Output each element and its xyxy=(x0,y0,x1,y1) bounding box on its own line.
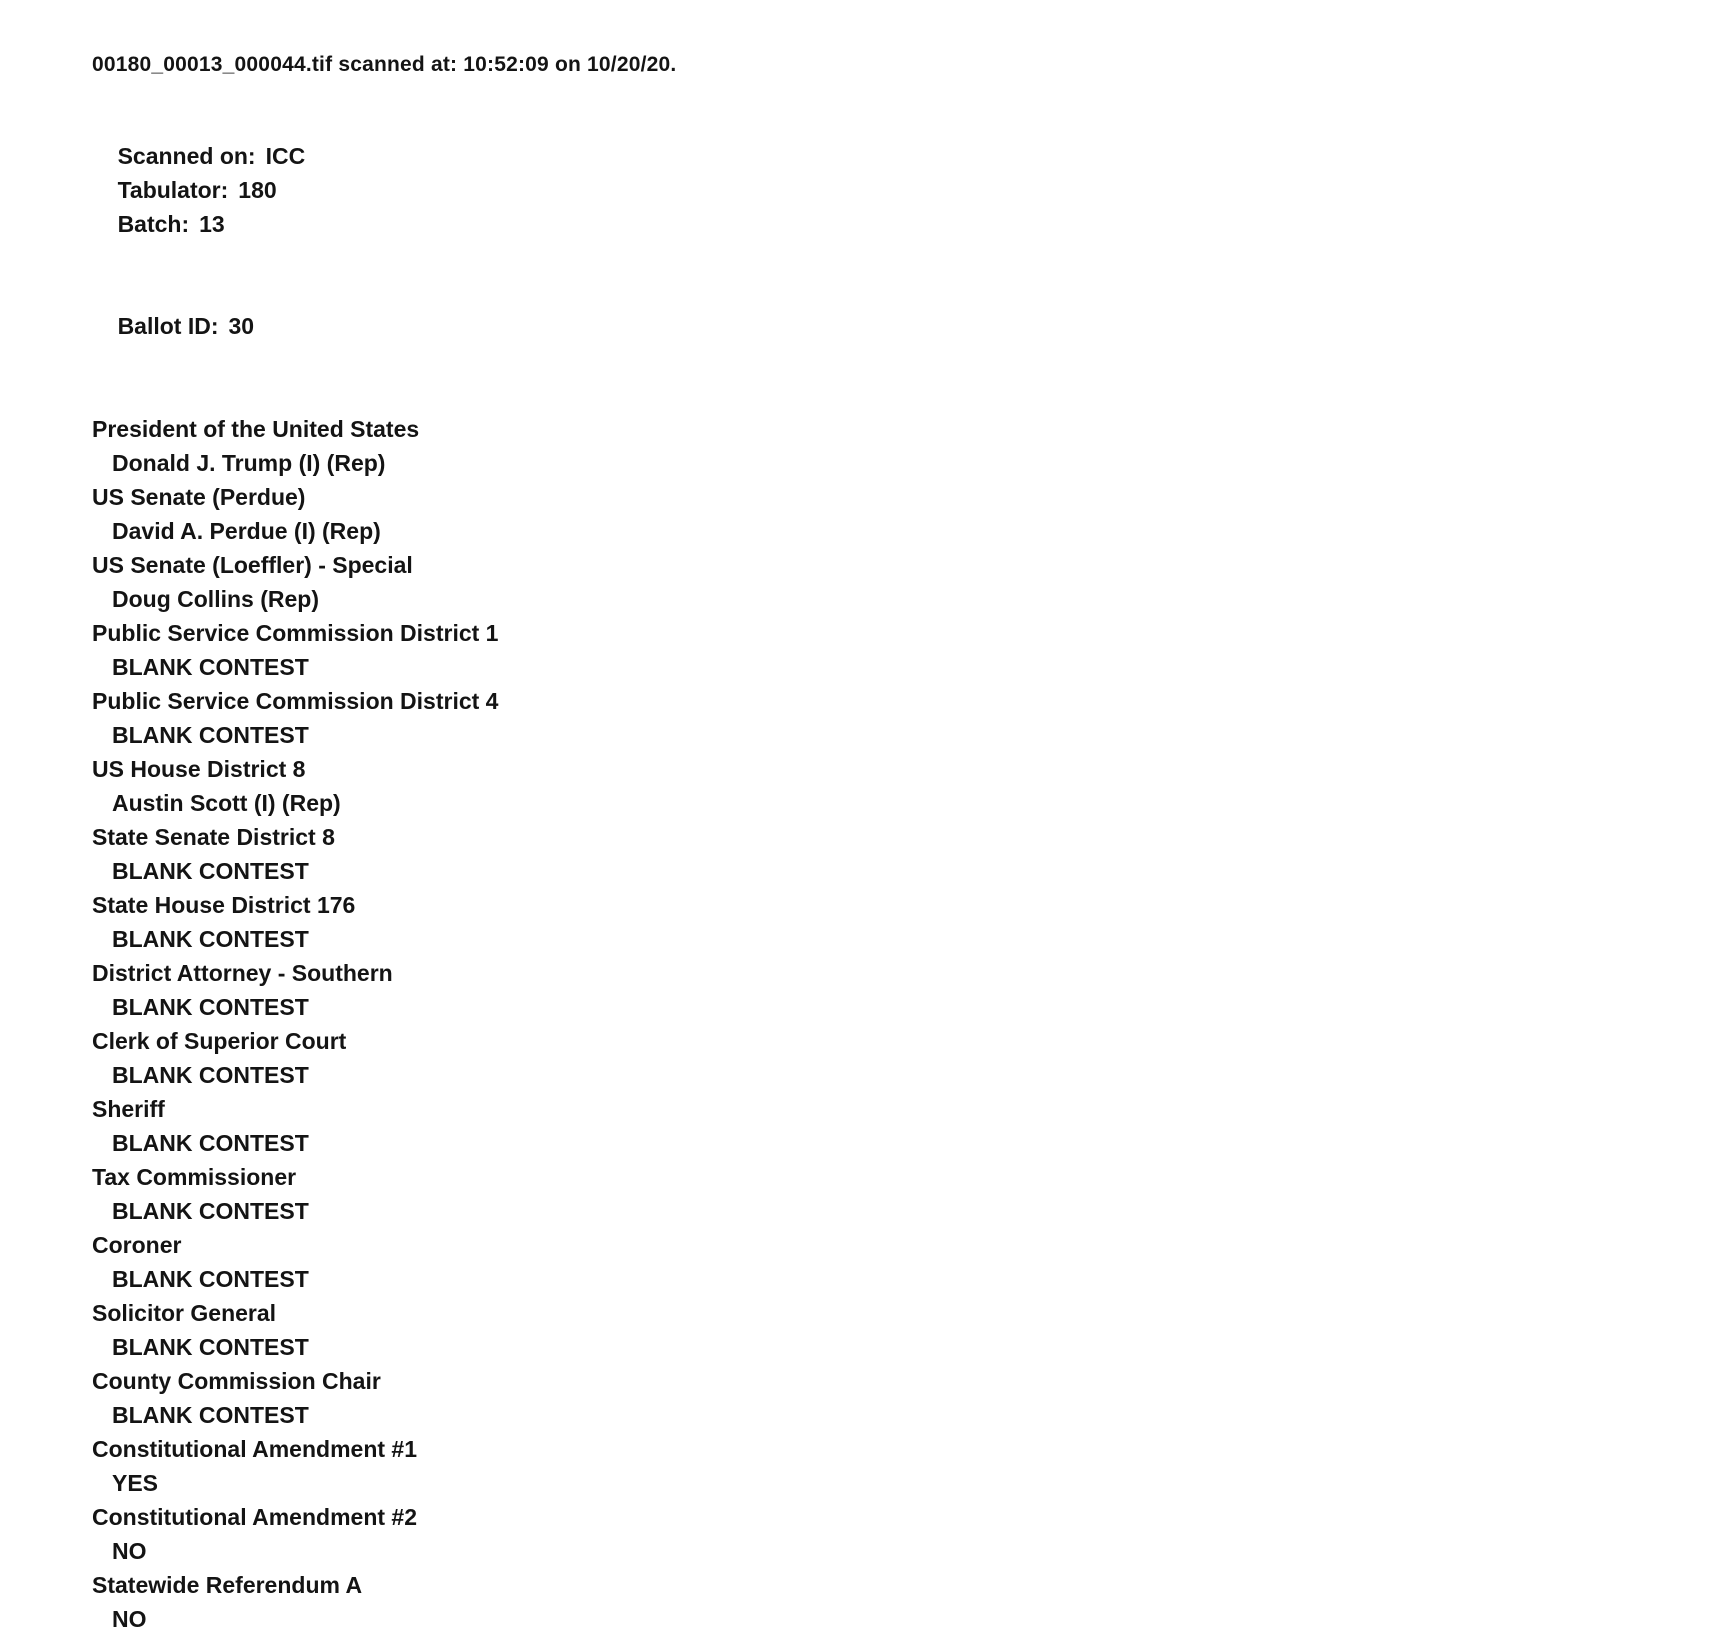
contest-title: Constitutional Amendment #1 xyxy=(92,1436,417,1462)
scan-filename-line: 00180_00013_000044.tif scanned at: 10:52:09 on 10/20/20. xyxy=(92,53,677,76)
contest-selection: Austin Scott (I) (Rep) xyxy=(112,790,341,816)
scan-meta-line xyxy=(92,105,1673,275)
contest-selection: BLANK CONTEST xyxy=(112,1334,309,1360)
batch-field xyxy=(118,211,225,237)
contest-title: Tax Commissioner xyxy=(92,1164,297,1190)
spacer xyxy=(92,82,1673,105)
contest-selection: Doug Collins (Rep) xyxy=(112,586,319,612)
scanned-on-field xyxy=(118,143,306,169)
contest-row xyxy=(92,888,1673,956)
contest-row xyxy=(92,820,1673,888)
tabulator-value: 180 xyxy=(238,177,277,203)
contest-row xyxy=(92,684,1673,752)
contest-row xyxy=(92,480,1673,548)
contest-title: District Attorney - Southern xyxy=(92,960,393,986)
contest-row xyxy=(92,548,1673,616)
contest-title: State House District 176 xyxy=(92,892,356,918)
ballot-id-label: Ballot ID: xyxy=(117,313,219,339)
contest-list xyxy=(92,412,1673,1636)
tabulator-field xyxy=(118,177,277,203)
contest-selection: BLANK CONTEST xyxy=(112,858,309,884)
contest-title: State Senate District 8 xyxy=(92,824,335,850)
batch-label: Batch: xyxy=(117,211,190,237)
contest-row xyxy=(92,1568,1673,1636)
contest-selection: BLANK CONTEST xyxy=(112,1130,309,1156)
contest-title: Statewide Referendum A xyxy=(92,1572,363,1598)
contest-title: US Senate (Loeffler) - Special xyxy=(92,552,413,578)
contest-title: US House District 8 xyxy=(92,756,306,782)
contest-row xyxy=(92,1296,1673,1364)
contest-title: Public Service Commission District 4 xyxy=(92,688,499,714)
contest-title: Sheriff xyxy=(92,1096,165,1122)
contest-title: US Senate (Perdue) xyxy=(92,484,306,510)
contest-title: County Commission Chair xyxy=(92,1368,381,1394)
contest-row xyxy=(92,1432,1673,1500)
ballot-id-value: 30 xyxy=(228,313,255,339)
contest-selection: Donald J. Trump (I) (Rep) xyxy=(112,450,386,476)
contest-title: Coroner xyxy=(92,1232,182,1258)
contest-selection: BLANK CONTEST xyxy=(112,1402,309,1428)
contest-title: President of the United States xyxy=(92,416,420,442)
contest-row xyxy=(92,616,1673,684)
contest-row xyxy=(92,1364,1673,1432)
ballot-id-line xyxy=(92,275,1673,377)
contest-selection: BLANK CONTEST xyxy=(112,926,309,952)
contest-row xyxy=(92,752,1673,820)
contest-selection: BLANK CONTEST xyxy=(112,994,309,1020)
contest-row xyxy=(92,1024,1673,1092)
contest-selection: BLANK CONTEST xyxy=(112,1062,309,1088)
contest-selection: David A. Perdue (I) (Rep) xyxy=(112,518,381,544)
contest-selection: BLANK CONTEST xyxy=(112,722,309,748)
contest-selection: BLANK CONTEST xyxy=(112,1198,309,1224)
contest-title: Constitutional Amendment #2 xyxy=(92,1504,417,1530)
contest-title: Clerk of Superior Court xyxy=(92,1028,347,1054)
contest-selection: NO xyxy=(112,1606,147,1632)
contest-title: Solicitor General xyxy=(92,1300,277,1326)
contest-row xyxy=(92,1092,1673,1160)
contest-row xyxy=(92,956,1673,1024)
contest-selection: BLANK CONTEST xyxy=(112,654,309,680)
contest-title: Public Service Commission District 1 xyxy=(92,620,499,646)
contest-row xyxy=(92,1228,1673,1296)
batch-value: 13 xyxy=(199,211,225,237)
tabulator-label: Tabulator: xyxy=(117,177,229,203)
scanned-on-value: ICC xyxy=(265,143,306,169)
contest-selection: NO xyxy=(112,1538,147,1564)
contest-row xyxy=(92,412,1673,480)
contest-row xyxy=(92,1500,1673,1568)
spacer xyxy=(92,377,1673,412)
contest-selection: YES xyxy=(112,1470,159,1496)
contest-row xyxy=(92,1160,1673,1228)
contest-selection: BLANK CONTEST xyxy=(112,1266,309,1292)
scanned-on-label: Scanned on: xyxy=(117,143,256,169)
